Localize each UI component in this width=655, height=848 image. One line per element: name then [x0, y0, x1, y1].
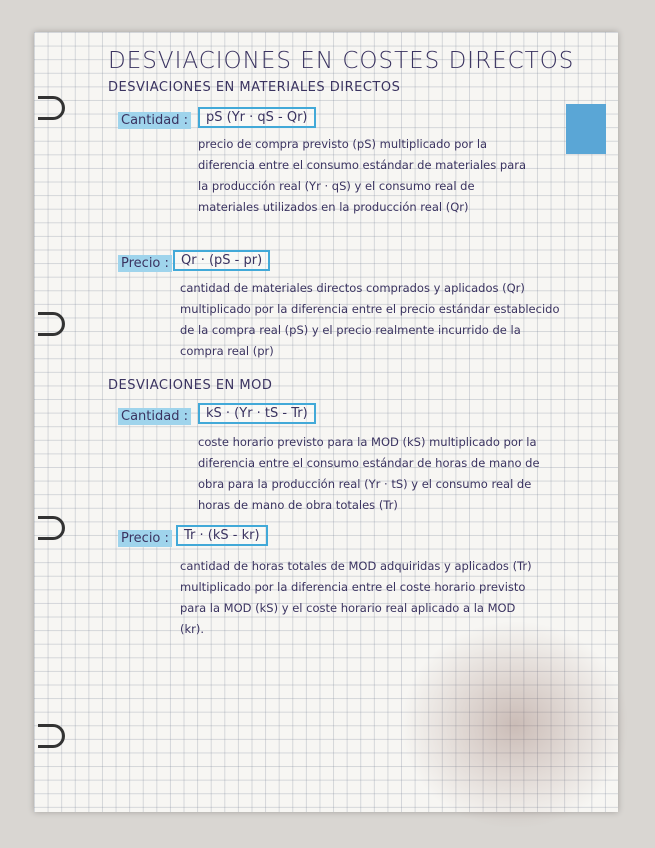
labor-quantity-label: Cantidad : — [118, 408, 191, 425]
labor-price-formula: Tr · (kS - kr) — [176, 525, 268, 546]
labor-quantity-description: coste horario previsto para la MOD (kS) multiplicado por la diferencia entre el consumo estándar de horas de mano de obra para la producción real (Yr · tS) y el consumo real de horas de mano de obra totales (Tr) — [198, 435, 540, 512]
labor-price-description: cantidad de horas totales de MOD adquiridas y aplicados (Tr) multiplicado por la diferencia entre el coste horario previsto para la MOD (kS) y el coste horario real aplicado a la MOD (kr). — [180, 559, 532, 636]
materials-price-formula: Qr · (pS - pr) — [173, 250, 270, 271]
page-title: DESVIACIONES EN COSTES DIRECTOS — [108, 48, 575, 74]
materials-price-label: Precio : — [118, 255, 172, 272]
labor-heading: DESVIACIONES EN MOD — [108, 378, 273, 393]
blue-page-tab — [566, 104, 606, 154]
materials-price-description: cantidad de materiales directos comprados y aplicados (Qr) multiplicado por la diferencia entre el precio estándar establecido de la compra real (pS) y el precio realmente incurrido de la compra real (pr) — [180, 281, 560, 358]
binder-ring — [38, 724, 65, 748]
binder-ring — [38, 96, 65, 120]
binder-ring — [38, 516, 65, 540]
labor-quantity-formula: kS · (Yr · tS - Tr) — [198, 403, 316, 424]
page-smudge — [400, 620, 630, 830]
materials-quantity-description: precio de compra previsto (pS) multiplicado por la diferencia entre el consumo estándar de materiales para la producción real (Yr · qS) y el consumo real de materiales utilizados en la producción real (Qr) — [198, 137, 527, 214]
materials-quantity-formula: pS (Yr · qS - Qr) — [198, 107, 316, 128]
materials-heading: DESVIACIONES EN MATERIALES DIRECTOS — [108, 80, 401, 95]
labor-price-label: Precio : — [118, 530, 172, 547]
materials-quantity-label: Cantidad : — [118, 112, 191, 129]
binder-ring — [38, 312, 65, 336]
